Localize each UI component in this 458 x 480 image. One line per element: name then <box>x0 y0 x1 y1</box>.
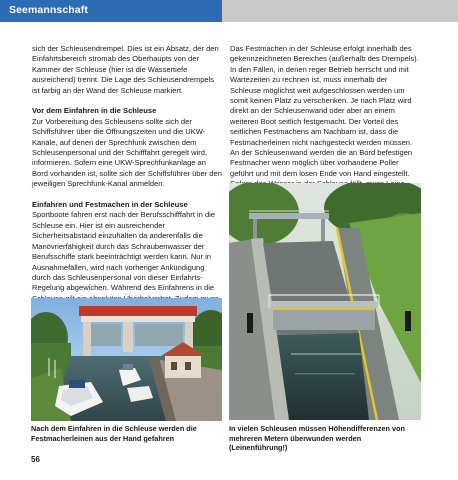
left-figure-caption: Nach dem Einfahren in die Schleuse werden die Festmacherleinen aus der Hand gefahren <box>31 424 197 443</box>
lock-entrance-photo <box>31 298 222 421</box>
page-number: 56 <box>31 455 40 464</box>
heading-before-entering: Vor dem Einfahren in die Schleuse <box>32 106 157 116</box>
mooring-paragraph: Das Festmachen in der Schleuse erfolgt innerhalb des gekennzeichneten Bereiches (außerhalb des Drempels). In den Fällen, in denen reger Betrieb herrscht und mit Wartezeiten zu rechnen ist, muss innerhalb der Schleuse möglichst weit aufgeschlossen werden um somit keinen Platz zu verschenken. Je nach Platz wird direkt an der Schleusenwand oder aber an einem weiteren Boot seitlich festgemacht. Der Vorteil des seitlichen Festmachens am Nachbarn ist, dass die Festmacherleinen nicht nachgesteckt werden müssen. An der Schleusenwand werden die an Bord befestigen Festmacher wenn möglich über vorhandene Poller geführt und mit dem losen Ende von Hand eingestellt. <box>230 44 419 178</box>
right-column <box>230 44 420 200</box>
paragraph-before-entering: Zur Vorbereitung des Schleusens sollte sich der Schiffsführer über die Öffnungszeiten und die UKW-Kanäle, auf denen der Sprechfunk zwischen dem Schleusenpersonal und der Schifffahrt geregelt wird, informieren. Sofern eine UKW-Sprechfunkanlage an Bord vorhanden ist, sollte sich der Schiffsführer über den jeweiligen Sprechfunk-Kanal anmelden. <box>32 116 222 189</box>
deep-lock-chamber-photo <box>229 183 421 420</box>
section-tab <box>0 0 222 22</box>
intro-paragraph: sich der Schleusendrempel. Dies ist ein Absatz, der den Einfahrtsbereich stromab des Oberhaupts von der Kammer der Schleuse (hier ist die Wassertiefe ausreichend) trennt. Die Lage des Schleusendrempels ist farbig an der Wand der Schleuse markiert. <box>32 44 219 95</box>
left-column <box>32 44 222 325</box>
heading-entering-mooring: Einfahren und Festmachen in der Schleuse <box>32 200 188 210</box>
paragraph-entering-mooring: Sportboote fahren erst nach der Berufsschifffahrt in die Schleuse ein. Hier ist ein ausreichender Sicherheitsabstand einzuhalten da anderenfalls die Manövrierfähigkeit durch das Schraubenwasser der Berufsschiffe stark beeinträchtigt werden kann. Nur in Ausnahmefällen, wird nach vorheriger Ankündigung durch das Schleusenpersonal von dieser Einfahrts-Regelung abgewichen. Während des Einfahrens in die <box>32 210 216 293</box>
section-title: Seemannschaft <box>9 4 88 16</box>
right-figure-caption: In vielen Schleusen müssen Höhendifferenzen von mehreren Metern überwunden werden (Leinenführung!) <box>229 424 405 453</box>
